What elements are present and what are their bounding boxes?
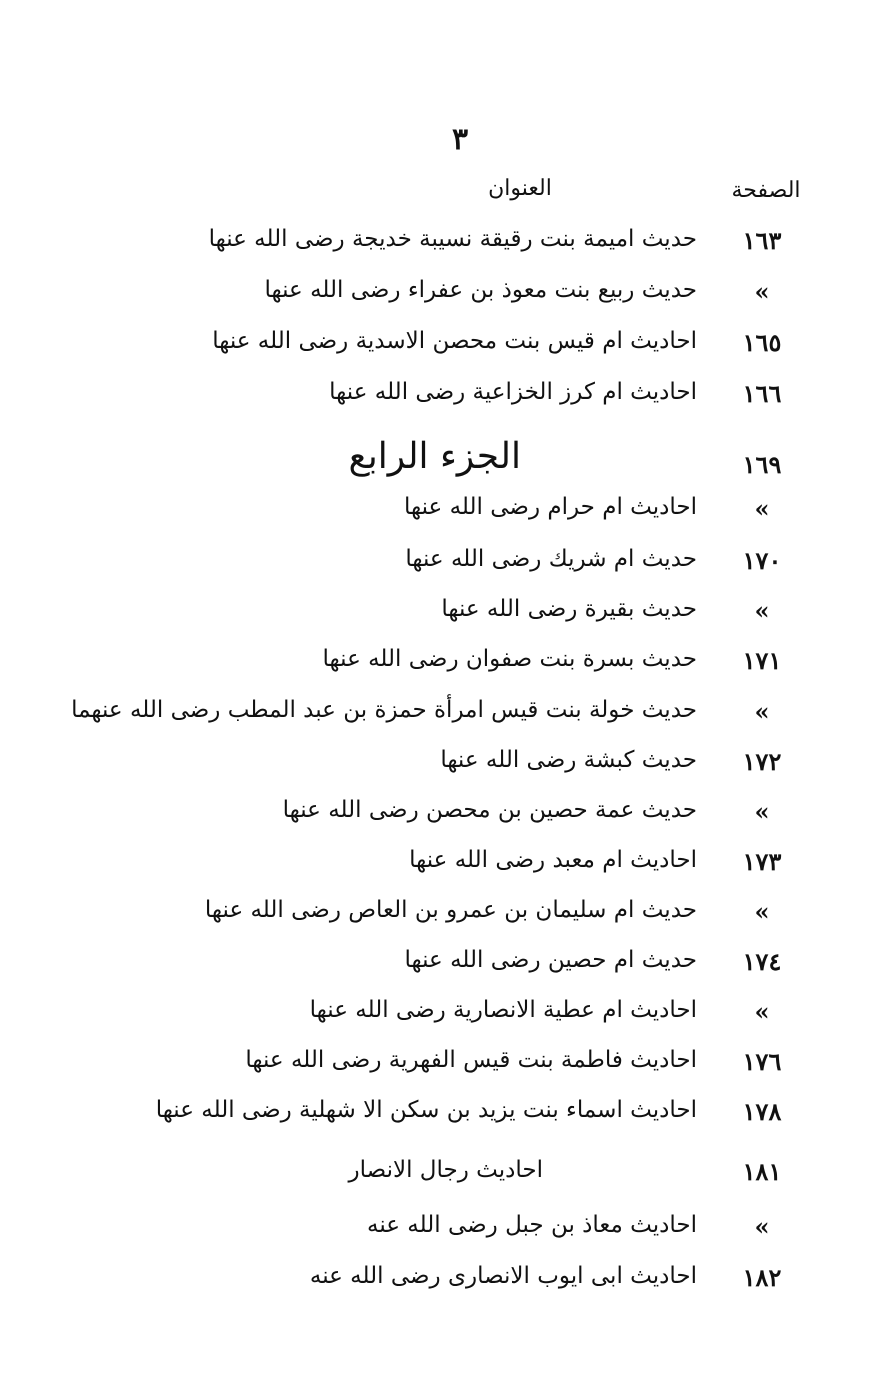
entry-title: حديث كبشة رضى الله عنها (440, 747, 697, 773)
title-column-header: العنوان (488, 176, 552, 201)
entry-title: حديث عمة حصين بن محصن رضى الله عنها (282, 797, 697, 823)
entry-page: ١٧٢ (742, 747, 782, 776)
entry-title: احاديث ام كرز الخزاعية رضى الله عنها (329, 379, 697, 405)
entry-title: حديث ام سليمان بن عمرو بن العاص رضى الله عنها (204, 897, 697, 923)
entry-page: ١٧٤ (742, 947, 782, 976)
entry-page: ١٦٦ (742, 379, 782, 408)
entry-page: ١٧١ (742, 646, 782, 675)
part-heading-entry (0, 436, 873, 488)
entry-page: ١٦٩ (742, 450, 782, 479)
part-heading: الجزء الرابع (348, 436, 521, 477)
entry-title: حديث ام حصين رضى الله عنها (404, 947, 697, 973)
entry-page: ١٦٣ (742, 226, 782, 255)
entry-title: احاديث اسماء بنت يزيد بن سكن الا شهلية رضى الله عنها (155, 1097, 697, 1123)
entry-page: ١٧٠ (742, 546, 782, 575)
toc-entry (0, 947, 873, 987)
entry-title: احاديث رجال الانصار (348, 1157, 543, 1183)
entry-title: حديث بقيرة رضى الله عنها (441, 596, 697, 622)
toc-entry (0, 747, 873, 787)
toc-entry (0, 1157, 873, 1197)
toc-entry (0, 646, 873, 686)
toc-entry (0, 328, 873, 368)
page-number: ٣ (451, 122, 469, 157)
page-column-header: الصفحة (731, 178, 801, 203)
entry-title: احاديث فاطمة بنت قيس الفهرية رضى الله عنها (245, 1047, 697, 1073)
entry-page: » (754, 797, 770, 826)
toc-entry (0, 494, 873, 534)
toc-entry (0, 596, 873, 636)
entry-title: احاديث ام قيس بنت محصن الاسدية رضى الله عنها (212, 328, 697, 354)
toc-entry (0, 797, 873, 837)
entry-page: » (754, 997, 770, 1026)
entry-title: حديث اميمة بنت رقيقة نسيبة خديجة رضى الله عنها (208, 226, 697, 252)
entry-page: ١٦٥ (742, 328, 782, 357)
entry-page: » (754, 697, 770, 726)
entry-page: » (754, 494, 770, 523)
entry-title: حديث ام شريك رضى الله عنها (405, 546, 697, 572)
toc-entry (0, 379, 873, 419)
entry-title: احاديث ام عطية الانصارية رضى الله عنها (309, 997, 697, 1023)
entry-title: احاديث ابى ايوب الانصارى رضى الله عنه (309, 1263, 697, 1289)
entry-page: ١٨١ (742, 1157, 782, 1186)
entry-page: » (754, 897, 770, 926)
toc-entry (0, 1047, 873, 1087)
toc-entry (0, 1212, 873, 1252)
entry-page: ١٧٦ (742, 1047, 782, 1076)
entry-page: ١٧٨ (742, 1097, 782, 1126)
entry-title: احاديث ام معبد رضى الله عنها (409, 847, 697, 873)
toc-entry (0, 697, 873, 737)
toc-entry (0, 226, 873, 266)
entry-title: احاديث معاذ بن جبل رضى الله عنه (366, 1212, 697, 1238)
entry-page: » (754, 277, 770, 306)
entry-page: ١٧٣ (742, 847, 782, 876)
toc-entry (0, 1097, 873, 1137)
toc-entry (0, 997, 873, 1037)
entry-title: احاديث ام حرام رضى الله عنها (404, 494, 697, 520)
entry-title: حديث بسرة بنت صفوان رضى الله عنها (322, 646, 697, 672)
entry-page: » (754, 596, 770, 625)
entry-title: حديث ربيع بنت معوذ بن عفراء رضى الله عنها (264, 277, 697, 303)
entry-title: حديث خولة بنت قيس امرأة حمزة بن عبد المطب رضى الله عنهما (71, 697, 697, 723)
entry-page: » (754, 1212, 770, 1241)
toc-entry (0, 1263, 873, 1303)
toc-entry (0, 277, 873, 317)
toc-entry (0, 546, 873, 586)
toc-entry (0, 847, 873, 887)
entry-page: ١٨٢ (742, 1263, 782, 1292)
toc-entry (0, 897, 873, 937)
